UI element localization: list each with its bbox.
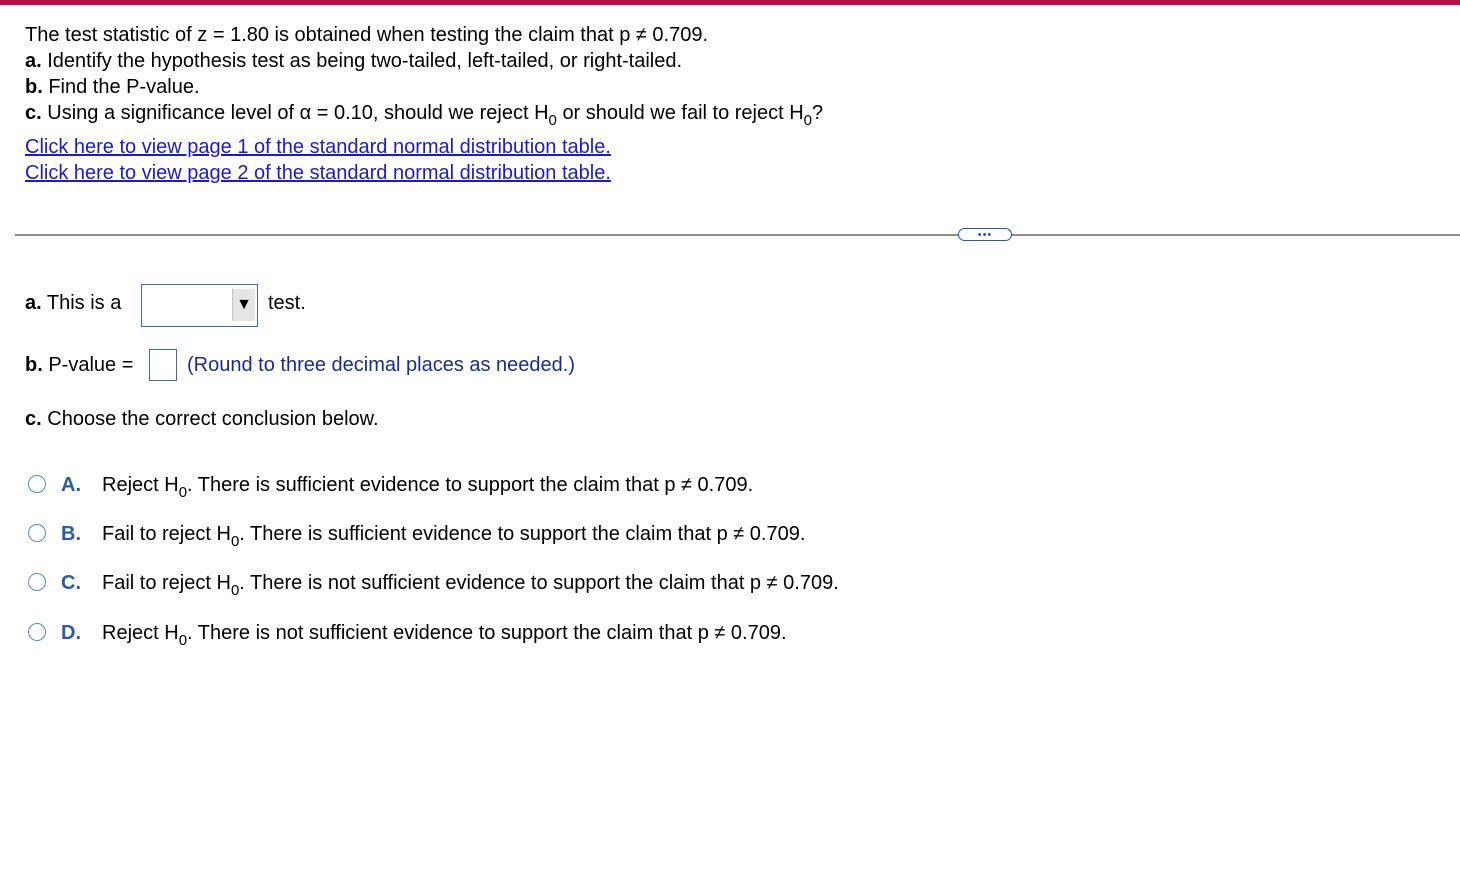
radio-button-icon[interactable] <box>28 623 46 641</box>
part-a-label: a. <box>25 50 42 72</box>
h-subscript: 0 <box>178 632 188 649</box>
answer-c-text: Choose the correct conclusion below. <box>47 408 379 430</box>
question-part-c <box>25 101 823 127</box>
dropdown-arrow-icon[interactable]: ▼ <box>232 289 255 321</box>
normal-table-page2-link[interactable]: Click here to view page 2 of the standard normal distribution table. <box>25 162 611 184</box>
answer-b-prefix <box>25 353 133 377</box>
top-accent-bar <box>0 0 1460 5</box>
h-subscript: 0 <box>178 484 188 501</box>
question-part-a <box>25 49 682 73</box>
option-letter: C. <box>61 572 81 594</box>
answer-a-label: a. <box>25 292 42 314</box>
question-part-b <box>25 75 200 99</box>
answer-a-suffix: test. <box>268 292 306 314</box>
option-letter: A. <box>61 474 81 496</box>
answer-a-prefix-text: This is a <box>46 292 122 314</box>
option-text-pre: Reject H <box>102 474 179 496</box>
question-statement: The test statistic of z = 1.80 is obtained when testing the claim that p ≠ 0.709. <box>25 24 709 46</box>
part-c-label: c. <box>25 102 42 124</box>
normal-table-page1-link[interactable]: Click here to view page 1 of the standard normal distribution table. <box>25 136 611 158</box>
part-c-text-start: Using a significance level of α = 0.10, should we reject H <box>47 102 549 124</box>
option-text <box>102 473 753 499</box>
test-type-dropdown[interactable] <box>141 284 258 327</box>
answer-c-label: c. <box>25 408 42 430</box>
option-text-post: . There is sufficient evidence to support the claim that p ≠ 0.709. <box>239 523 806 545</box>
h-subscript: 0 <box>548 112 557 129</box>
answer-b-label: b. <box>25 354 43 376</box>
ellipsis-icon: ••• <box>977 228 993 241</box>
part-b-text: Find the P-value. <box>48 76 200 98</box>
option-text <box>102 522 805 548</box>
part-b-label: b. <box>25 76 43 98</box>
option-letter: B. <box>61 523 81 545</box>
answer-c-prompt <box>25 407 379 431</box>
h-subscript: 0 <box>230 533 240 550</box>
answer-a-prefix <box>25 291 121 315</box>
option-text <box>102 571 839 597</box>
option-text-post: . There is sufficient evidence to support the claim that p ≠ 0.709. <box>187 474 754 496</box>
part-c-text-mid: or should we fail to reject H <box>562 102 804 124</box>
option-text-pre: Fail to reject H <box>102 523 231 545</box>
p-value-input[interactable] <box>149 349 177 381</box>
section-divider <box>15 234 1460 236</box>
radio-button-icon[interactable] <box>28 475 46 493</box>
radio-button-icon[interactable] <box>28 573 46 591</box>
part-c-text-end: ? <box>812 102 824 124</box>
part-a-text: Identify the hypothesis test as being two-tailed, left-tailed, or right-tailed. <box>47 50 683 72</box>
radio-button-icon[interactable] <box>28 524 46 542</box>
answer-b-prefix-text: P-value = <box>48 354 134 376</box>
more-options-button[interactable] <box>958 228 1012 241</box>
option-text-post: . There is not sufficient evidence to support the claim that p ≠ 0.709. <box>239 572 839 594</box>
h-subscript: 0 <box>803 112 813 129</box>
rounding-hint: (Round to three decimal places as needed.) <box>187 354 576 376</box>
option-text <box>102 621 787 647</box>
option-text-pre: Fail to reject H <box>102 572 231 594</box>
option-text-pre: Reject H <box>102 622 179 644</box>
option-letter: D. <box>61 622 81 644</box>
h-subscript: 0 <box>230 582 240 599</box>
option-text-post: . There is not sufficient evidence to support the claim that p ≠ 0.709. <box>187 622 787 644</box>
